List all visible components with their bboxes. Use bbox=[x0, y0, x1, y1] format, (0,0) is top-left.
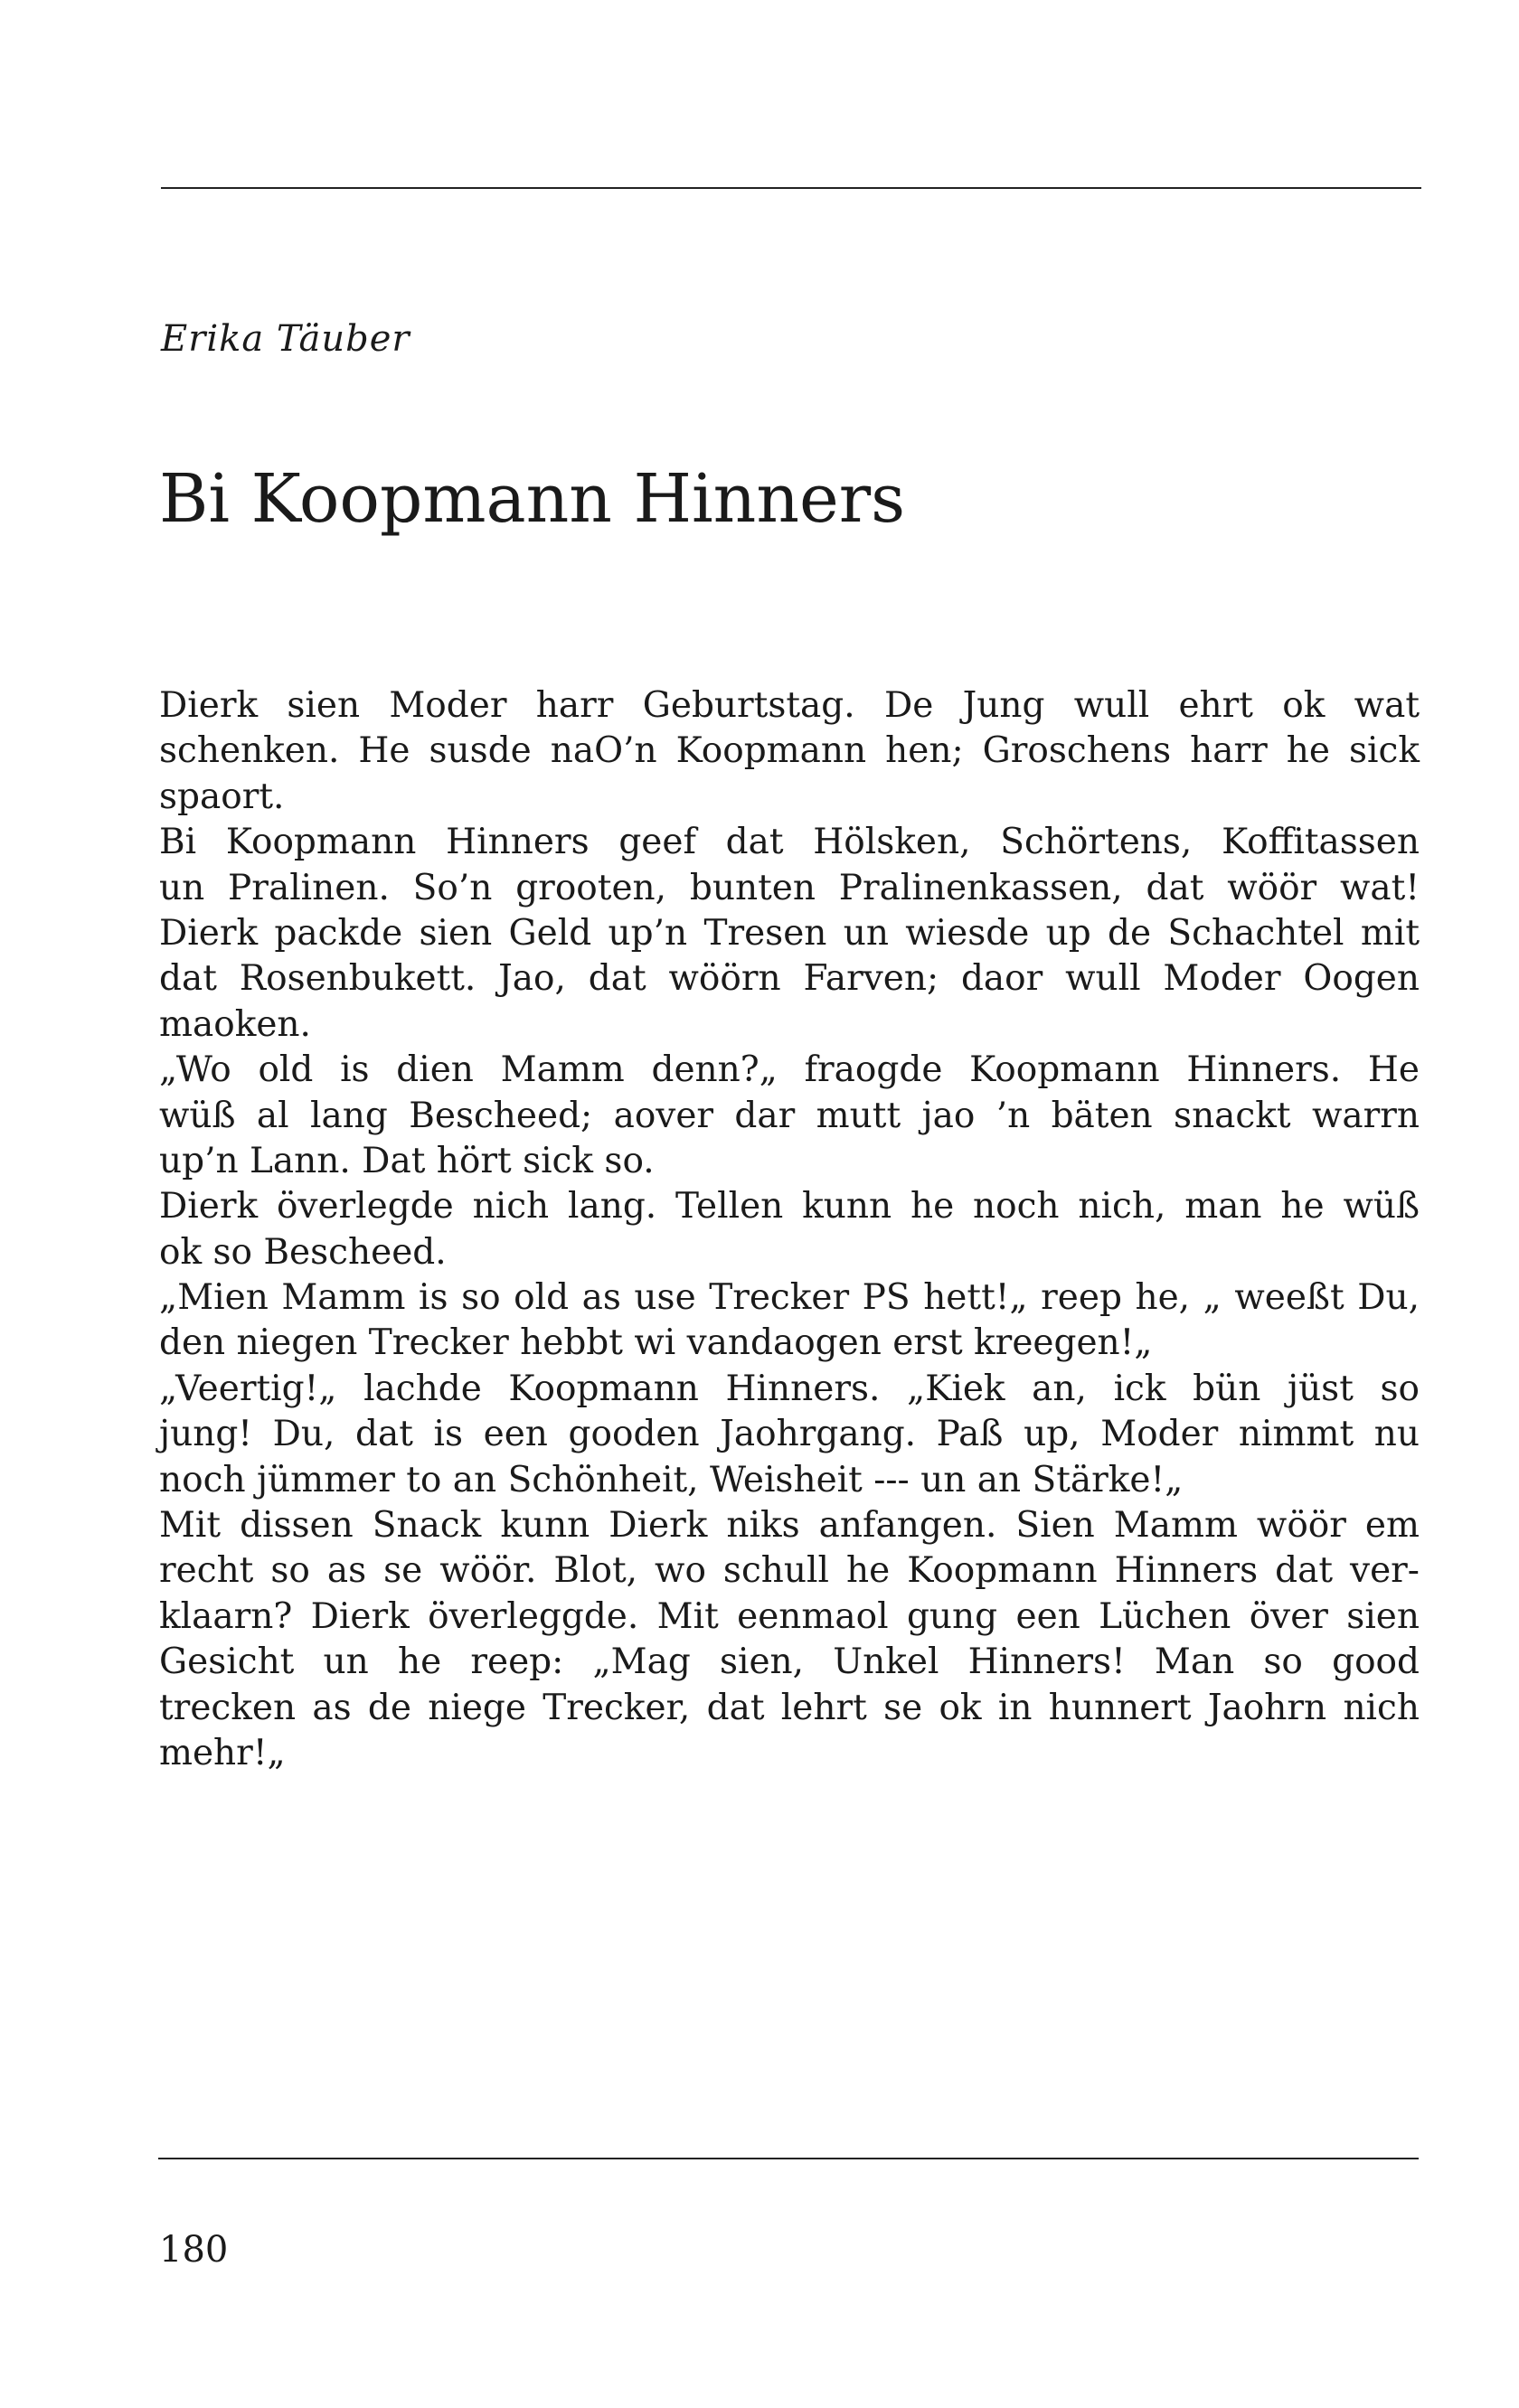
text-line: trecken as de niege Trecker, dat lehrt se ok in hunnert Jaohrn nich bbox=[159, 1687, 1420, 1728]
bottom-rule bbox=[158, 2158, 1419, 2159]
text-line: maoken. bbox=[159, 1003, 311, 1045]
story-title: Bi Koopmann Hinners bbox=[159, 460, 906, 538]
text-line: jung! Du, dat is een gooden Jaohrgang. Paß up, Moder nimmt nu bbox=[159, 1414, 1420, 1455]
text-line: Gesicht un he reep: „Mag sien, Unkel Hinners! Man so good bbox=[159, 1641, 1420, 1683]
text-line: klaarn? Dierk överleggde. Mit eenmaol gung een Lüchen över sien bbox=[159, 1595, 1420, 1637]
text-line: spaort. bbox=[159, 776, 285, 817]
text-line: mehr!„ bbox=[159, 1732, 286, 1773]
text-line: Dierk packde sien Geld up’n Tresen un wiesde up de Schachtel mit bbox=[159, 912, 1420, 954]
text-line: noch jümmer to an Schönheit, Weisheit --- un an Stärke!„ bbox=[159, 1459, 1184, 1500]
text-line: Bi Koopmann Hinners geef dat Hölsken, Schörtens, Koffitassen bbox=[159, 822, 1420, 863]
text-line: „Mien Mamm is so old as use Trecker PS hett!„ reep he, „ weeßt Du, bbox=[159, 1277, 1420, 1319]
text-line: Dierk överlegde nich lang. Tellen kunn he noch nich, man he wüß bbox=[159, 1186, 1420, 1228]
text-line: un Pralinen. So’n grooten, bunten Pralinenkassen, dat wöör wat! bbox=[159, 867, 1420, 908]
text-line: wüß al lang Bescheed; aover dar mutt jao ’n bäten snackt warrn bbox=[159, 1095, 1420, 1136]
text-line: den niegen Trecker hebbt wi vandaogen erst kreegen!„ bbox=[159, 1322, 1153, 1364]
text-line: „Veertig!„ lachde Koopmann Hinners. „Kiek an, ick bün jüst so bbox=[159, 1368, 1420, 1409]
text-line: up’n Lann. Dat hört sick so. bbox=[159, 1140, 655, 1181]
text-line: „Wo old is dien Mamm denn?„ fraogde Koopmann Hinners. He bbox=[159, 1049, 1420, 1091]
page-number: 180 bbox=[159, 2229, 229, 2271]
text-line: schenken. He susde naO’n Koopmann hen; Groschens harr he sick bbox=[159, 730, 1420, 772]
text-line: dat Rosenbukett. Jao, dat wöörn Farven; daor wull Moder Oogen bbox=[159, 958, 1420, 1000]
top-rule bbox=[161, 187, 1421, 189]
author-name: Erika Täuber bbox=[161, 318, 410, 360]
text-line: recht so as se wöör. Blot, wo schull he Koopmann Hinners dat ver- bbox=[159, 1550, 1420, 1592]
text-line: ok so Bescheed. bbox=[159, 1231, 447, 1273]
text-line: Dierk sien Moder harr Geburtstag. De Jung wull ehrt ok wat bbox=[159, 685, 1420, 726]
story-body bbox=[159, 683, 1420, 1776]
text-line: Mit dissen Snack kunn Dierk niks anfangen. Sien Mamm wöör em bbox=[159, 1505, 1420, 1547]
